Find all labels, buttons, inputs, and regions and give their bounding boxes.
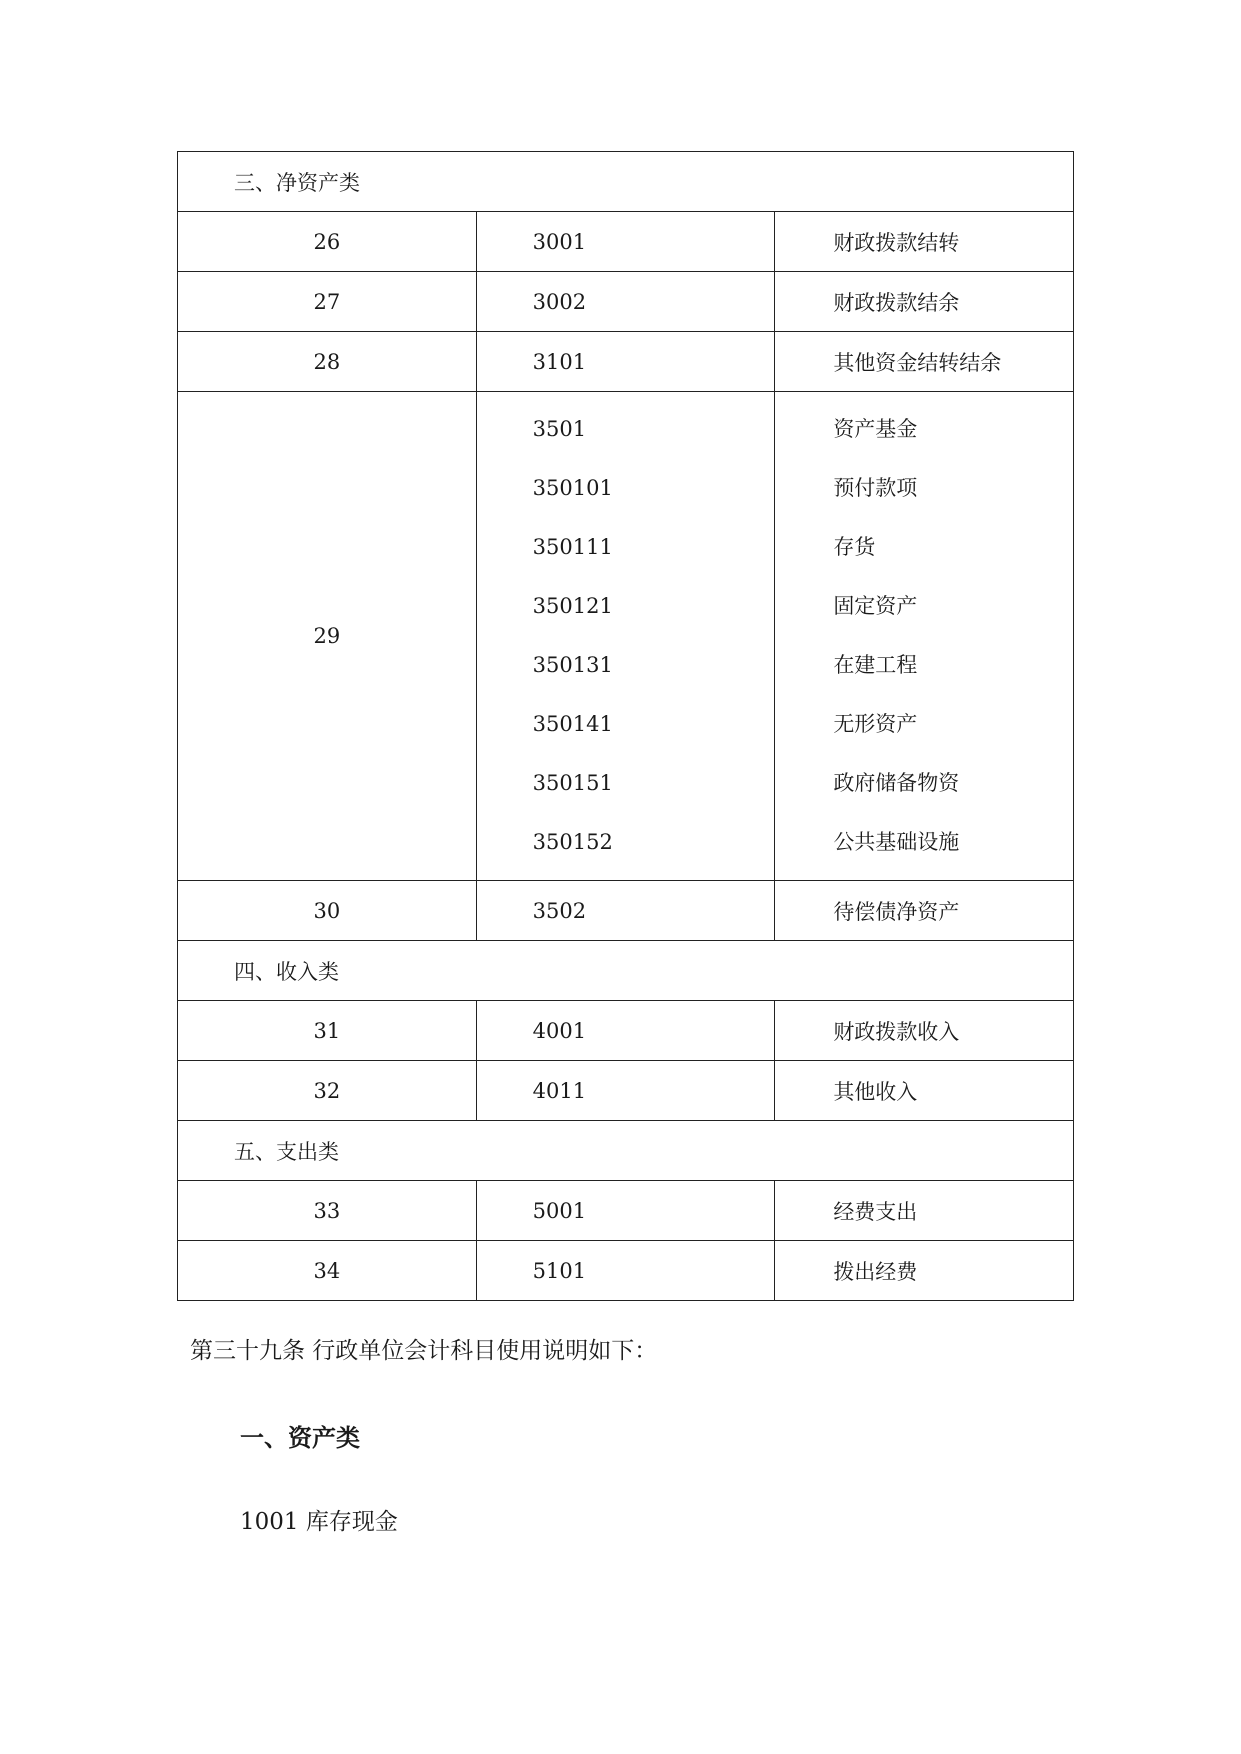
account-code-cell: 4001: [476, 1001, 775, 1061]
section-header-row: [178, 941, 1074, 1001]
account-code-cell: 4011: [476, 1061, 775, 1121]
section-title: 三、净资产类: [178, 152, 1074, 212]
account-code-cell: 5101: [476, 1241, 775, 1301]
account-name-cell: [775, 392, 1074, 881]
account-code: 3501: [532, 417, 587, 441]
account-code: 350141: [532, 712, 613, 736]
row-number: 33: [178, 1181, 477, 1241]
table-row: [178, 1181, 1074, 1241]
account-name-cell: 拨出经费: [775, 1241, 1074, 1301]
row-number: 29: [178, 392, 477, 881]
accounts-table-body: [178, 152, 1074, 1301]
table-row: [178, 881, 1074, 941]
account-code-cell: 5001: [476, 1181, 775, 1241]
row-number: 32: [178, 1061, 477, 1121]
section-header-row: [178, 152, 1074, 212]
table-row: [178, 272, 1074, 332]
row-number: 34: [178, 1241, 477, 1301]
account-code: 350111: [532, 535, 613, 559]
account-code-cell: 3002: [476, 272, 775, 332]
row-number: 26: [178, 212, 477, 272]
section-header-row: [178, 1121, 1074, 1181]
table-row: [178, 332, 1074, 392]
table-row: [178, 1001, 1074, 1061]
account-code-cell: [476, 392, 775, 881]
account-code: 350152: [532, 830, 613, 854]
account-name-cell: 财政拨款收入: [775, 1001, 1074, 1061]
account-code-cell: 3001: [476, 212, 775, 272]
article-text: 第三十九条 行政单位会计科目使用说明如下：: [190, 1338, 658, 1364]
row-number: 28: [178, 332, 477, 392]
subitem-title: 1001 库存现金: [240, 1509, 398, 1535]
account-name: 无形资产: [833, 712, 918, 736]
account-name: 政府储备物资: [833, 771, 960, 795]
table-row: [178, 212, 1074, 272]
account-name-cell: 财政拨款结余: [775, 272, 1074, 332]
account-code: 350151: [532, 771, 613, 795]
row-number: 31: [178, 1001, 477, 1061]
account-name-cell: 待偿债净资产: [775, 881, 1074, 941]
account-code: 350101: [532, 476, 613, 500]
account-name-cell: 其他收入: [775, 1061, 1074, 1121]
account-code-cell: 3502: [476, 881, 775, 941]
table-row: [178, 392, 1074, 881]
account-name-cell: 经费支出: [775, 1181, 1074, 1241]
account-name: 存货: [833, 535, 876, 559]
account-name: 固定资产: [833, 594, 918, 618]
account-code: 350131: [532, 653, 613, 677]
section-heading: 一、资产类: [240, 1423, 360, 1452]
account-name-cell: 财政拨款结转: [775, 212, 1074, 272]
row-number: 27: [178, 272, 477, 332]
section-title: 四、收入类: [178, 941, 1074, 1001]
account-name: 预付款项: [833, 476, 918, 500]
accounts-table: [177, 151, 1074, 1301]
table-row: [178, 1241, 1074, 1301]
row-number: 30: [178, 881, 477, 941]
section-title: 五、支出类: [178, 1121, 1074, 1181]
account-code: 350121: [532, 594, 613, 618]
table-row: [178, 1061, 1074, 1121]
account-name: 资产基金: [833, 417, 918, 441]
account-name-cell: 其他资金结转结余: [775, 332, 1074, 392]
account-name: 在建工程: [833, 653, 918, 677]
account-code-cell: 3101: [476, 332, 775, 392]
account-name: 公共基础设施: [833, 830, 960, 854]
